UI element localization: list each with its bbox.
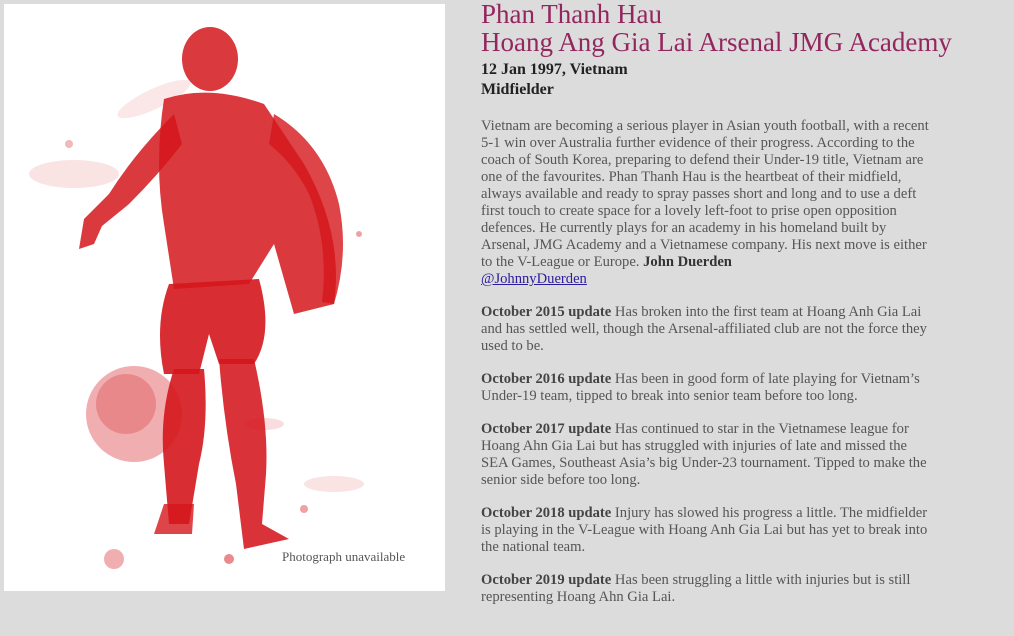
update-text: Has broken into the first team at Hoang Anh Gia Lai and has settled well, though the Arsenal-affiliated club are not the force they used to be. bbox=[481, 304, 927, 354]
update-text: Has continued to star in the Vietnamese league for Hoang Ahn Gia Lai but has struggled with injuries of late and missed the SEA Games, Southeast Asia’s big Under-23 tournament. Tipped to make the senior side before too long. bbox=[481, 421, 927, 488]
update-2015 bbox=[481, 304, 931, 355]
update-text: Has been in good form of late playing for Vietnam’s Under-19 team, tipped to break into senior team before too long. bbox=[481, 371, 920, 404]
footballer-silhouette-illustration bbox=[4, 4, 445, 591]
bio-text: Vietnam are becoming a serious player in Asian youth football, with a recent 5-1 win over Australia further evidence of their progress. According to the coach of South Korea, preparing to defend their Under-19 title, Vietnam are one of the favourites. Phan Thanh Hau is the heartbeat of their midfield, always available and ready to spray passes short and long and to use a deft first touch to create space for a lovely left-foot to prise open opposition defences. He currently plays for an academy in his homeland built by Arsenal, JMG Academy and a Vietnamese company. His next move is either to the V-League or Europe. bbox=[481, 118, 929, 270]
update-label: October 2015 update bbox=[481, 304, 612, 320]
player-bio bbox=[481, 118, 931, 288]
player-name: Phan Thanh Hau bbox=[481, 0, 662, 29]
update-2017 bbox=[481, 421, 931, 489]
player-birth: 12 Jan 1997, Vietnam bbox=[481, 61, 628, 78]
player-position: Midfielder bbox=[481, 81, 554, 98]
player-photo-placeholder bbox=[4, 4, 445, 591]
player-club: Hoang Ang Gia Lai Arsenal JMG Academy bbox=[481, 27, 952, 57]
update-label: October 2018 update bbox=[481, 505, 612, 521]
author-twitter-link[interactable]: @JohnnyDuerden bbox=[481, 271, 587, 287]
player-profile bbox=[481, 0, 1009, 622]
update-text: Has been struggling a little with injuries but is still representing Hoang Ahn Gia Lai. bbox=[481, 572, 911, 605]
bio-author: John Duerden bbox=[643, 254, 732, 270]
update-label: October 2017 update bbox=[481, 421, 612, 437]
update-label: October 2016 update bbox=[481, 371, 612, 387]
photo-caption: Photograph unavailable bbox=[282, 549, 406, 564]
update-2018 bbox=[481, 505, 931, 556]
update-text: Injury has slowed his progress a little. The midfielder is playing in the V-League with Hoang Anh Gia Lai but has yet to break into the national team. bbox=[481, 505, 928, 555]
update-2016 bbox=[481, 371, 931, 405]
update-label: October 2019 update bbox=[481, 572, 612, 588]
update-2019 bbox=[481, 572, 931, 606]
